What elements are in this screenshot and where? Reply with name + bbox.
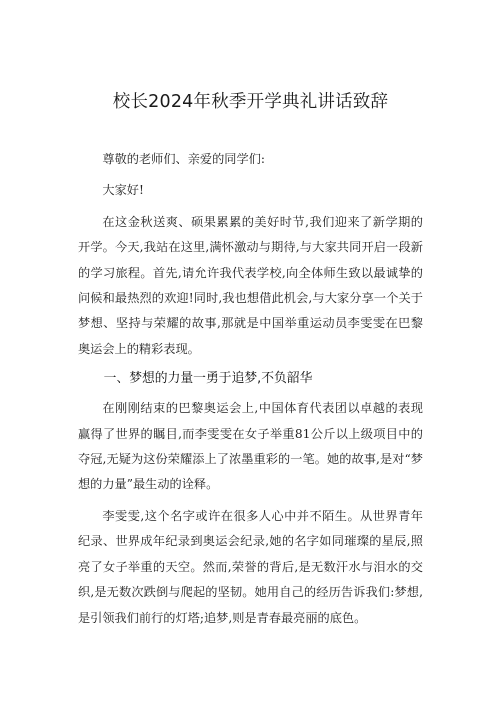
greeting: 大家好! (102, 183, 144, 198)
paragraph-li-wenwen: 李雯雯,这个名字或许在很多人心中并不陌生。从世界青年纪录、世界成年纪录到奥运会纪录,她的名字如同璀璨的星辰,照亮了女子举重的天空。然而,荣誉的背后,是无数汗水与泪水的交织,是无数次跌倒与爬起的坚韧。她用自己的经历告诉我们:梦想,是引领我们前行的灯塔;追梦,则是青春最亮丽的底色。 (78, 508, 423, 625)
section-heading: 一、梦想的力量一勇于追梦,不负韶华 (103, 371, 313, 387)
paragraph-opening: 在这金秋送爽、硕果累累的美好时节,我们迎来了新学期的开学。今天,我站在这里,满怀激动与期待,与大家共同开启一段新的学习旅程。首先,请允许我代表学校,向全体师生致以最诚挚的问候和最热烈的欢迎!同时,我也想借此机会,与大家分享一个关于梦想、坚持与荣耀的故事,那就是中国举重运动员李雯雯在巴黎奥运会上的精彩表现。 (78, 214, 423, 356)
document-body (78, 147, 423, 631)
document-title: 校长2024年秋季开学典礼讲话致辞 (112, 92, 389, 112)
paragraph-olympics: 在刚刚结束的巴黎奥运会上,中国体育代表团以卓越的表现赢得了世界的瞩目,而李雯雯在女子举重81公斤以上级项目中的夺冠,无疑为这份荣耀添上了浓墨重彩的一笔。她的故事,是对“梦想的力量”最生动的诠释。 (78, 401, 423, 492)
salutation: 尊敬的老师们、亲爱的同学们: (102, 152, 265, 166)
